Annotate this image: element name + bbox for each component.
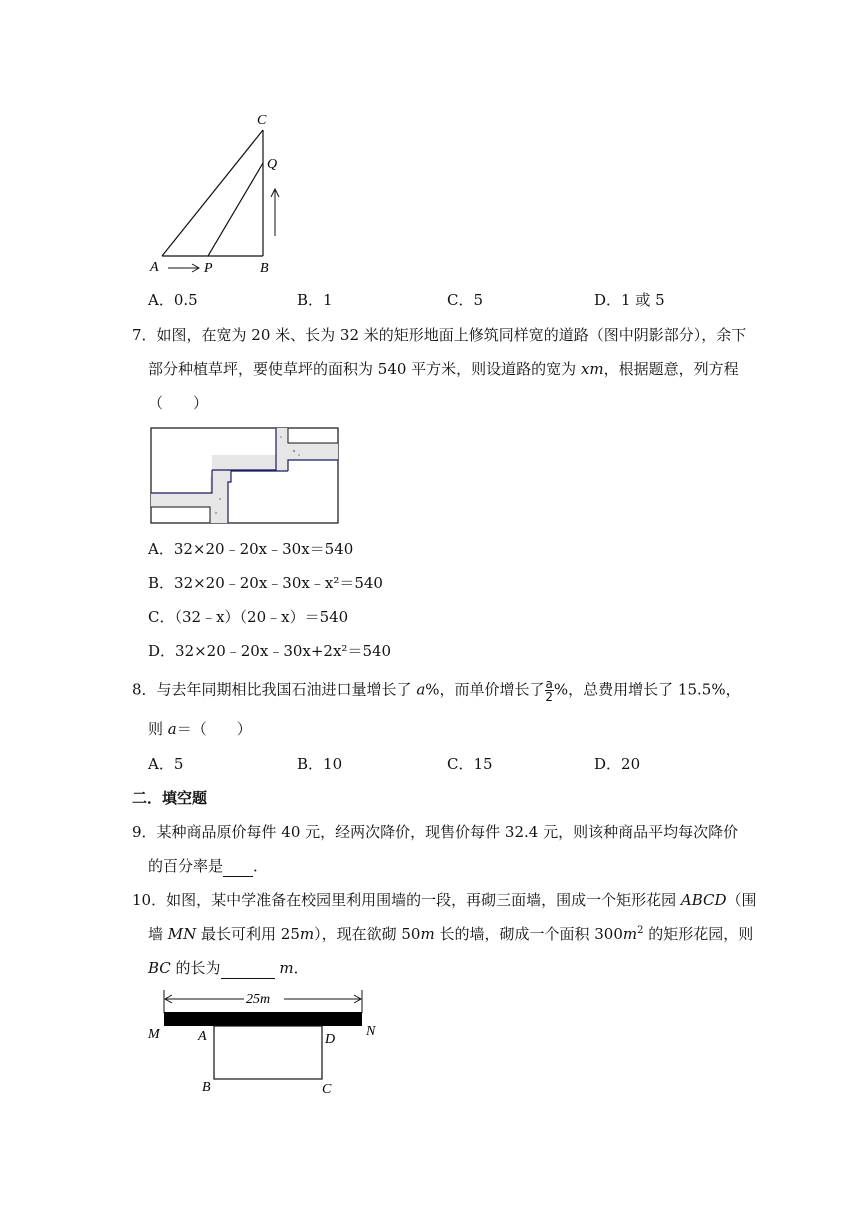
label-N: N (366, 1024, 376, 1039)
q10-line3: BC 的长为 m． (148, 959, 309, 977)
q9-line1: 9．某种商品原价每件 40 元，经两次降价，现售价每件 32.4 元，则该种商品平均每次降价 (132, 823, 739, 841)
label-B: B (260, 261, 269, 276)
q6-option-b: B．1 (297, 291, 333, 309)
q7-option-d: D．32×20﹣20x﹣30x+2x²＝540 (148, 642, 392, 660)
label-B-garden: B (202, 1080, 211, 1095)
q7-line1: 7．如图，在宽为 20 米、长为 32 米的矩形地面上修筑同样宽的道路（图中阴影部分），余下 (132, 326, 747, 344)
q10-answer-blank[interactable] (221, 958, 275, 979)
label-P: P (204, 261, 213, 276)
label-C: C (257, 113, 267, 128)
label-M: M (148, 1027, 160, 1042)
q6-option-d: D．1 或 5 (594, 291, 665, 309)
q8-fraction: $\frac{a}{2}$ (545, 677, 554, 704)
q7-line3: （ ） (148, 394, 209, 412)
q8-line2: 则 a＝（ ） (148, 720, 252, 738)
label-C-garden: C (322, 1082, 332, 1095)
q7-line2: 部分种植草坪，要使草坪的面积为 540 平方米，则设道路的宽为 xm，根据题意，列方程 (148, 360, 739, 378)
q7-option-a: A．32×20﹣20x﹣30x＝540 (148, 540, 354, 558)
garden-figure (140, 985, 390, 1095)
label-A: A (150, 260, 159, 275)
triangle-figure (140, 108, 300, 278)
q8-option-a: A．5 (148, 755, 184, 773)
label-D-garden: D (325, 1032, 336, 1047)
q7-option-b: B．32×20﹣20x﹣30x﹣x²＝540 (148, 574, 383, 592)
q9-line2: 的百分率是 ． (148, 857, 269, 875)
q6-option-a: A．0.5 (148, 291, 198, 309)
road-figure (150, 427, 342, 525)
label-A-garden: A (198, 1029, 207, 1044)
wall-length-label: 25m (246, 992, 271, 1007)
q6-option-c: C．5 (447, 291, 484, 309)
q10-line1: 10．如图，某中学准备在校园里利用围墙的一段，再砌三面墙，围成一个矩形花园 ABCD（围 (132, 891, 757, 909)
q10-line2: 墙 MN 最长可利用 25m），现在欲砌 50m 长的墙，砌成一个面积 $300m^2$ 的矩形花园，则 (148, 925, 754, 943)
q7-option-c: C．（32﹣x）（20﹣x）＝540 (148, 608, 349, 626)
q8-option-c: C．15 (447, 755, 493, 773)
q9-answer-blank[interactable] (223, 856, 253, 877)
section-title-fill-in: 二．填空题 (132, 789, 208, 807)
q8-line1: 8．与去年同期相比我国石油进口量增长了 a%，而单价增长了 $\frac{a}{2}$ %，总费用增长了 15.5%， (132, 677, 741, 704)
q8-option-d: D．20 (594, 755, 641, 773)
label-Q: Q (267, 157, 278, 172)
q8-option-b: B．10 (297, 755, 343, 773)
